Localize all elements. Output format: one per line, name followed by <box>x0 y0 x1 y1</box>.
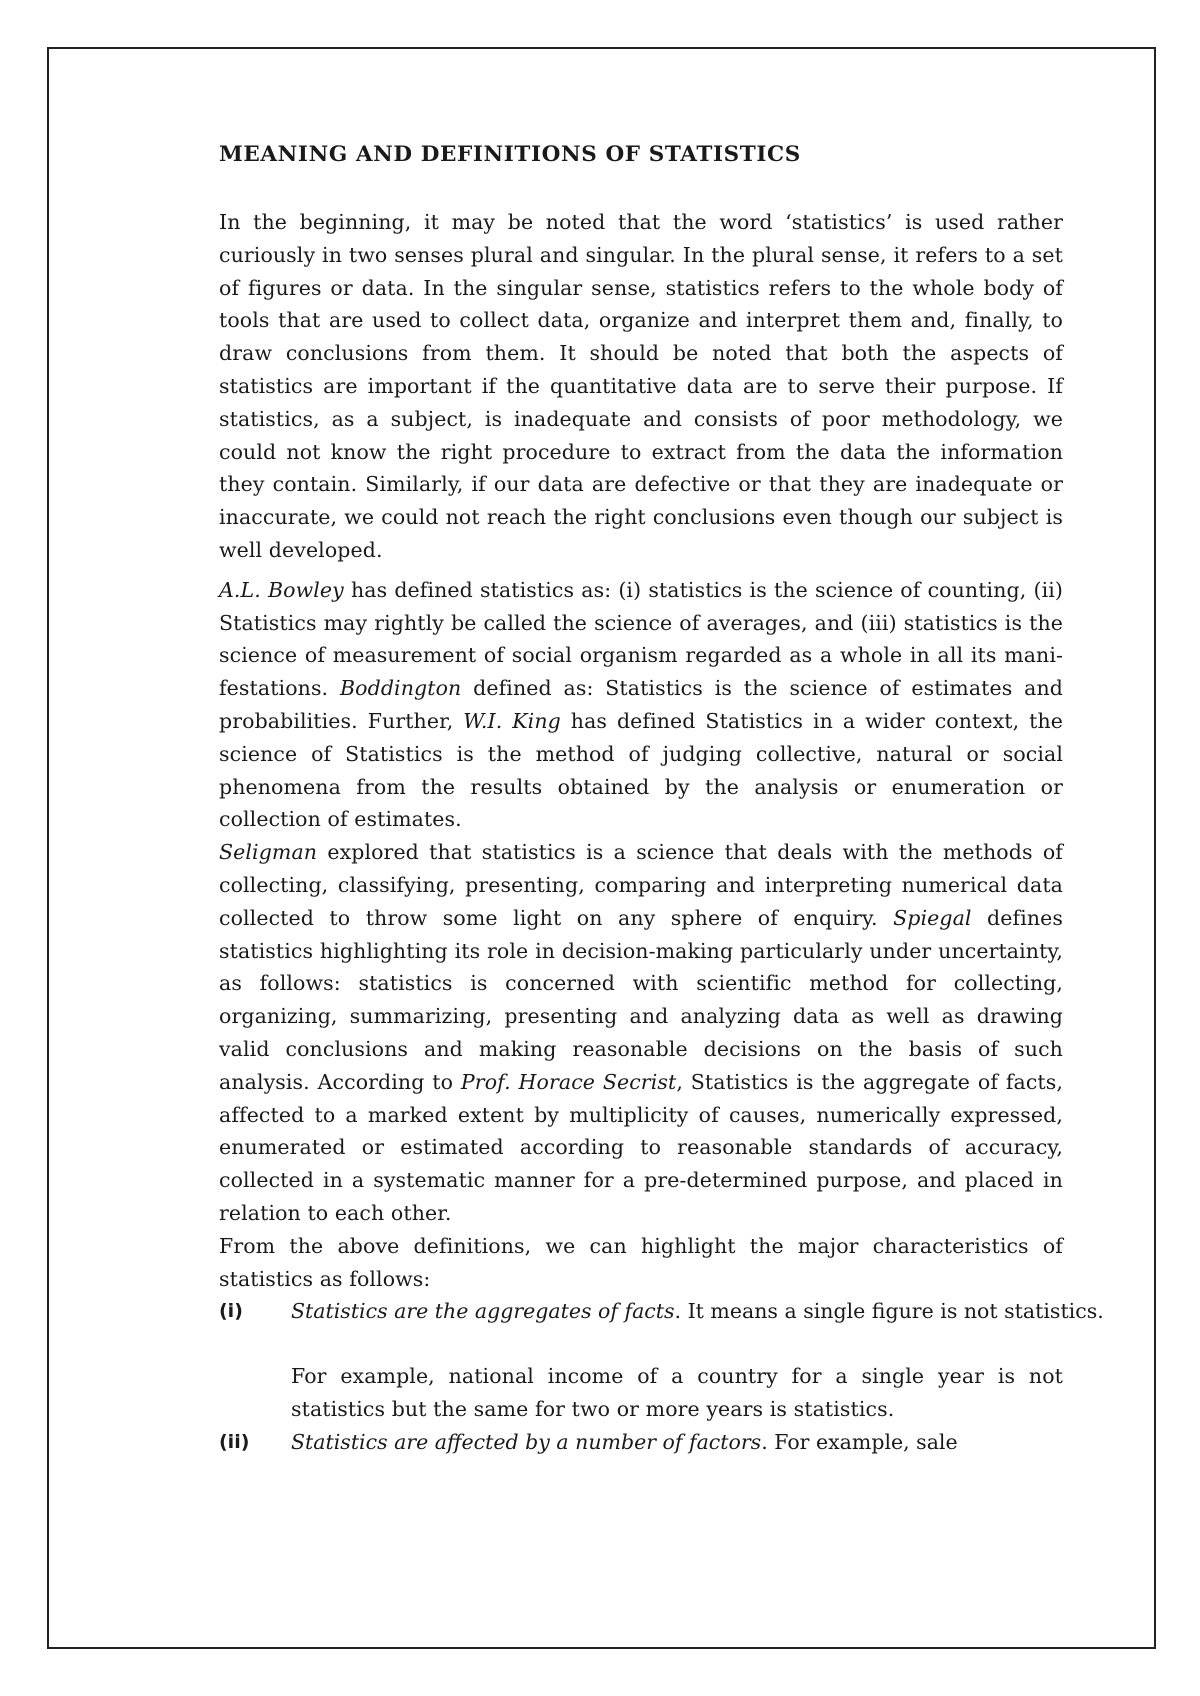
paragraph-definitions-2 <box>219 836 1063 1230</box>
list-item-body <box>291 1426 1063 1459</box>
list-item-text: . It means a single figure is not statistics. <box>674 1299 1104 1324</box>
author-spiegal: Spiegal <box>893 905 972 930</box>
paragraph-characteristics-intro: From the above definitions, we can highlight the major characteristics of statistics as follows: <box>219 1233 1063 1291</box>
king-text: has defined Statistics in a wider context, the science of Statistics is the method of judging collective, natural or social phenomena from the results obtained by the analysis or enumeration or collection of estimates. <box>219 708 1064 832</box>
list-item-body <box>291 1295 1141 1328</box>
boddington-text: defined as: Statistics is the science of estimates and probabilities. Further, <box>219 676 1063 733</box>
paragraph-definitions-1 <box>219 574 1063 836</box>
author-bowley: A.L. Bowley <box>219 577 344 602</box>
document-body <box>219 138 1104 1458</box>
page-title: MEANING AND DEFINITIONS OF STATISTICS <box>219 142 801 167</box>
secrist-text: , Statistics is the aggregate of facts, affected to a marked extent by multiplicity of causes, numerically expressed, enumerated or estimated according to reasonable standards of accuracy, collected in a systematic manner for a pre-determined purpose, and placed in relation to each other. <box>219 1069 1064 1225</box>
list-item-title: Statistics are the aggregates of facts <box>291 1299 675 1324</box>
author-secrist: Prof. Horace Secrist <box>460 1069 677 1094</box>
spiegal-text: defines statistics highlighting its role in decision-making particularly under uncertainty, as follows: statistics is concerned with scientific method for collecting, organizing, summarizing, presenting and analyzing data as well as drawing valid conclusions and making reasonable decisions on the basis of such analysis. According to <box>219 905 1064 1094</box>
list-marker: (ii) <box>219 1430 250 1453</box>
bowley-text: has defined statistics as: (i) statistics is the science of counting, (ii) Statistics may rightly be called the science of averages, and (iii) statistics is the science of measurement of social organism regarded as a whole in all its mani- festations. <box>219 577 1063 701</box>
list-item <box>219 1426 1063 1459</box>
author-king: W.I. King <box>463 708 561 733</box>
seligman-text: explored that statistics is a science that deals with the methods of collecting, classifying, presenting, comparing and interpreting numerical data collected to throw some light on any sphere of enquiry. <box>219 840 1063 930</box>
list-item <box>219 1295 1104 1328</box>
list-item-example: For example, national income of a country for a single year is not statistics but the same for two or more years is statistics. <box>291 1364 1063 1421</box>
list-marker: (i) <box>219 1300 243 1323</box>
list-item-text: . For example, sale <box>761 1429 958 1454</box>
list-item-title: Statistics are affected by a number of factors <box>291 1429 762 1454</box>
author-seligman: Seligman <box>219 840 318 865</box>
paragraph-intro: In the beginning, it may be noted that the word ‘statistics’ is used rather curiously in two senses plural and singular. In the plural sense, it refers to a set of figures or data. In the singular sense, statistics refers to the whole body of tools that are used to collect data, organize and interpret them and, finally, to draw conclusions from them. It should be noted that both the aspects of statistics are important if the quantitative data are to serve their purpose. If statistics, as a subject, is inadequate and consists of poor methodology, we could not know the right procedure to extract from the data the information they contain. Similarly, if our data are defective or that they are inadequate or inaccurate, we could not reach the right conclusions even though our subject is well developed. <box>219 210 1063 562</box>
author-boddington: Boddington <box>340 676 462 701</box>
